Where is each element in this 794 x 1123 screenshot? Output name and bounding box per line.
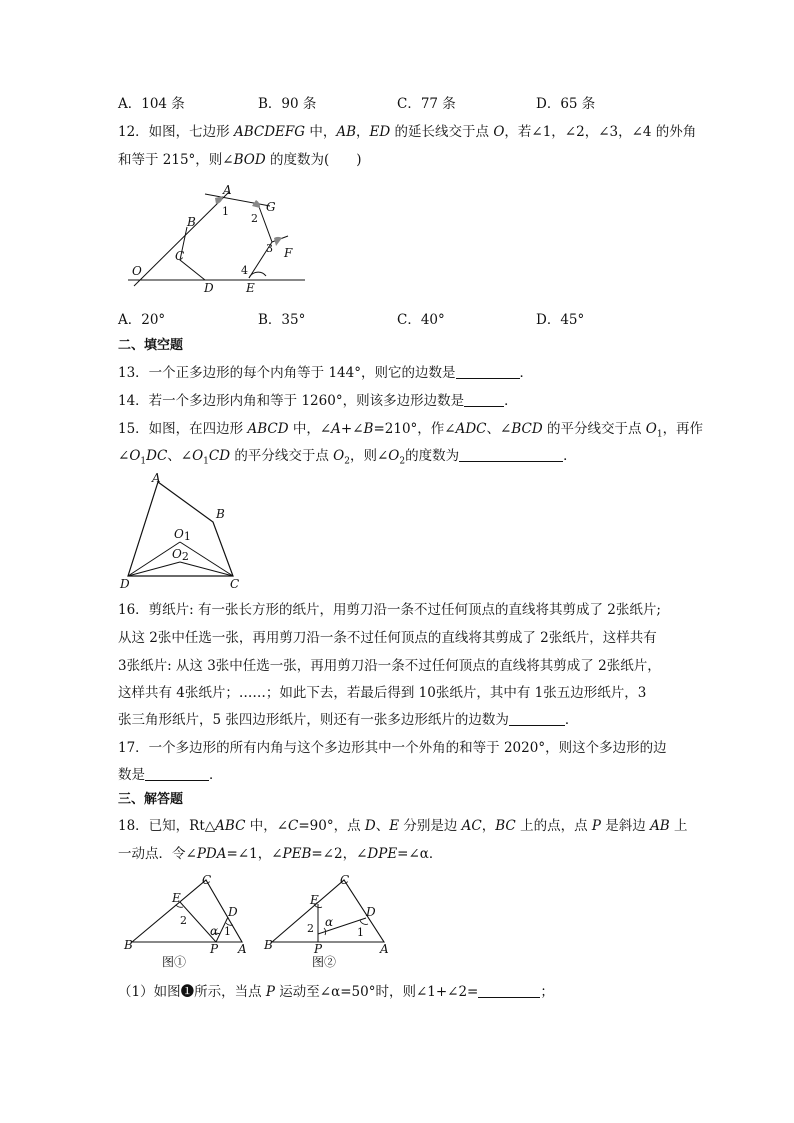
angle-mark-g [252,200,260,208]
label-d: D [120,577,130,591]
q15-answer-blank[interactable] [459,447,563,462]
fig1-caption: 图① [162,955,187,969]
label-c: C [340,873,350,887]
label-o2: O2 [172,547,189,563]
q16-line2: 从这 2张中任选一张，再用剪刀沿一条不过任何顶点的直线将其剪成了 2张纸片，这样共有 [118,630,657,646]
q12-option-c: C．40° [397,312,445,328]
label-d: D [366,905,376,919]
angle-mark-e [249,272,266,278]
q15-stem-line1: 15．如图，在四边形 ABCD 中，∠A+∠B=210°，作∠ADC、∠BCD 的平分线交于点 $O_1$，再作 [118,421,704,440]
label-angle-1: 1 [222,205,229,218]
q13-answer-blank[interactable] [456,364,520,379]
label-p: P [210,942,219,956]
label-e: E [172,891,181,905]
label-a: A [223,183,232,197]
label-b: B [216,507,225,521]
q12-stem-line1: 12．如图，七边形 ABCDEFG 中，AB，ED 的延长线交于点 O，若∠1，∠2，∠3，∠4 的外角 [118,124,697,140]
label-angle-2: 2 [251,212,258,225]
q16-line5: 张三角形纸片，5 张四边形纸片，则还有一张多边形纸片的边数为 ． [118,712,579,728]
q17-line2: 数是 ． [118,767,223,783]
q17-answer-blank[interactable] [145,766,209,781]
label-d: D [204,281,214,295]
q11-option-b: B．90 条 [258,96,317,112]
q11-option-c: C．77 条 [397,96,456,112]
label-angle-1: 1 [357,926,364,939]
label-e: E [246,281,255,295]
q11-option-d: D．65 条 [536,96,596,112]
label-angle-2: 2 [180,914,187,927]
q16-line3: 3张纸片: 从这 3张中任选一张，再用剪刀沿一条不过任何顶点的直线将其剪成了 2张纸片， [118,658,661,674]
q14-stem: 14．若一个多边形内角和等于 1260°，则该多边形边数是 ． [118,393,518,409]
label-p: P [314,942,323,956]
label-o: O [132,264,142,278]
q12-option-d: D．45° [536,312,585,328]
section-solve-title: 三、解答题 [118,792,184,807]
q12-stem-line2: 和等于 215°，则∠BOD 的度数为( ) [118,152,362,168]
label-c: C [175,249,185,263]
q18-part1: （1）如图❶所示，当点 P 运动至∠α=50°时，则∠1+∠2= ； [118,984,554,1000]
label-c: C [230,577,240,591]
label-angle-4: 4 [241,264,248,277]
q18-stem-line1: 18．已知，Rt△ABC 中，∠C=90°，点 D、E 分别是边 AC，BC 上的点，点 P 是斜边 AB 上 [118,818,688,834]
label-c: C [202,873,212,887]
label-g: G [266,200,276,214]
q18-stem-line2: 一动点．令∠PDA=∠1，∠PEB=∠2，∠DPE=∠α． [118,846,443,862]
label-alpha: α [325,915,334,929]
label-angle-3: 3 [266,242,273,255]
q13-stem: 13．一个正多边形的每个内角等于 144°，则它的边数是 ． [118,365,533,381]
label-a: A [238,942,247,956]
fig2-caption: 图② [312,955,337,969]
q16-line1: 16．剪纸片: 有一张长方形的纸片，用剪刀沿一条不过任何顶点的直线将其剪成了 2张纸片; [118,602,661,618]
section-fill-in-title: 二、填空题 [118,338,184,353]
q14-answer-blank[interactable] [464,392,504,407]
label-d: D [228,905,238,919]
label-b: B [264,938,273,952]
label-f: F [284,246,293,260]
q18-figure-2 [262,872,397,972]
q18-part1-answer-blank[interactable] [478,983,540,998]
label-b: B [187,215,196,229]
q16-line4: 这样共有 4张纸片；……；如此下去，若最后得到 10张纸片，其中有 1张五边形纸片，3 [118,685,647,701]
angle-mark-f [274,237,282,246]
label-e: E [310,893,319,907]
label-angle-2: 2 [307,922,314,935]
q17-line1: 17．一个多边形的所有内角与这个多边形其中一个外角的和等于 2020°，则这个多边形的边 [118,740,667,756]
label-a: A [152,471,161,485]
label-o1: O1 [174,527,191,543]
q12-heptagon-figure [120,180,320,300]
angle-mark-a [215,196,223,204]
label-alpha: α [210,924,219,938]
q12-option-a: A．20° [118,312,166,328]
q15-stem-line2: $\angle O_1DC$、$\angle O_1CD$ 的平分线交于点 $O_2$，则$\angle O_2$的度数为 ． [118,448,577,467]
label-b: B [124,938,133,952]
label-a: A [380,942,389,956]
q11-option-a: A．104 条 [118,96,185,112]
q16-answer-blank[interactable] [509,711,565,726]
label-angle-1: 1 [224,925,231,938]
q15-quadrilateral-figure [118,470,248,590]
q18-figure-1 [120,872,255,972]
q12-option-b: B．35° [258,312,306,328]
